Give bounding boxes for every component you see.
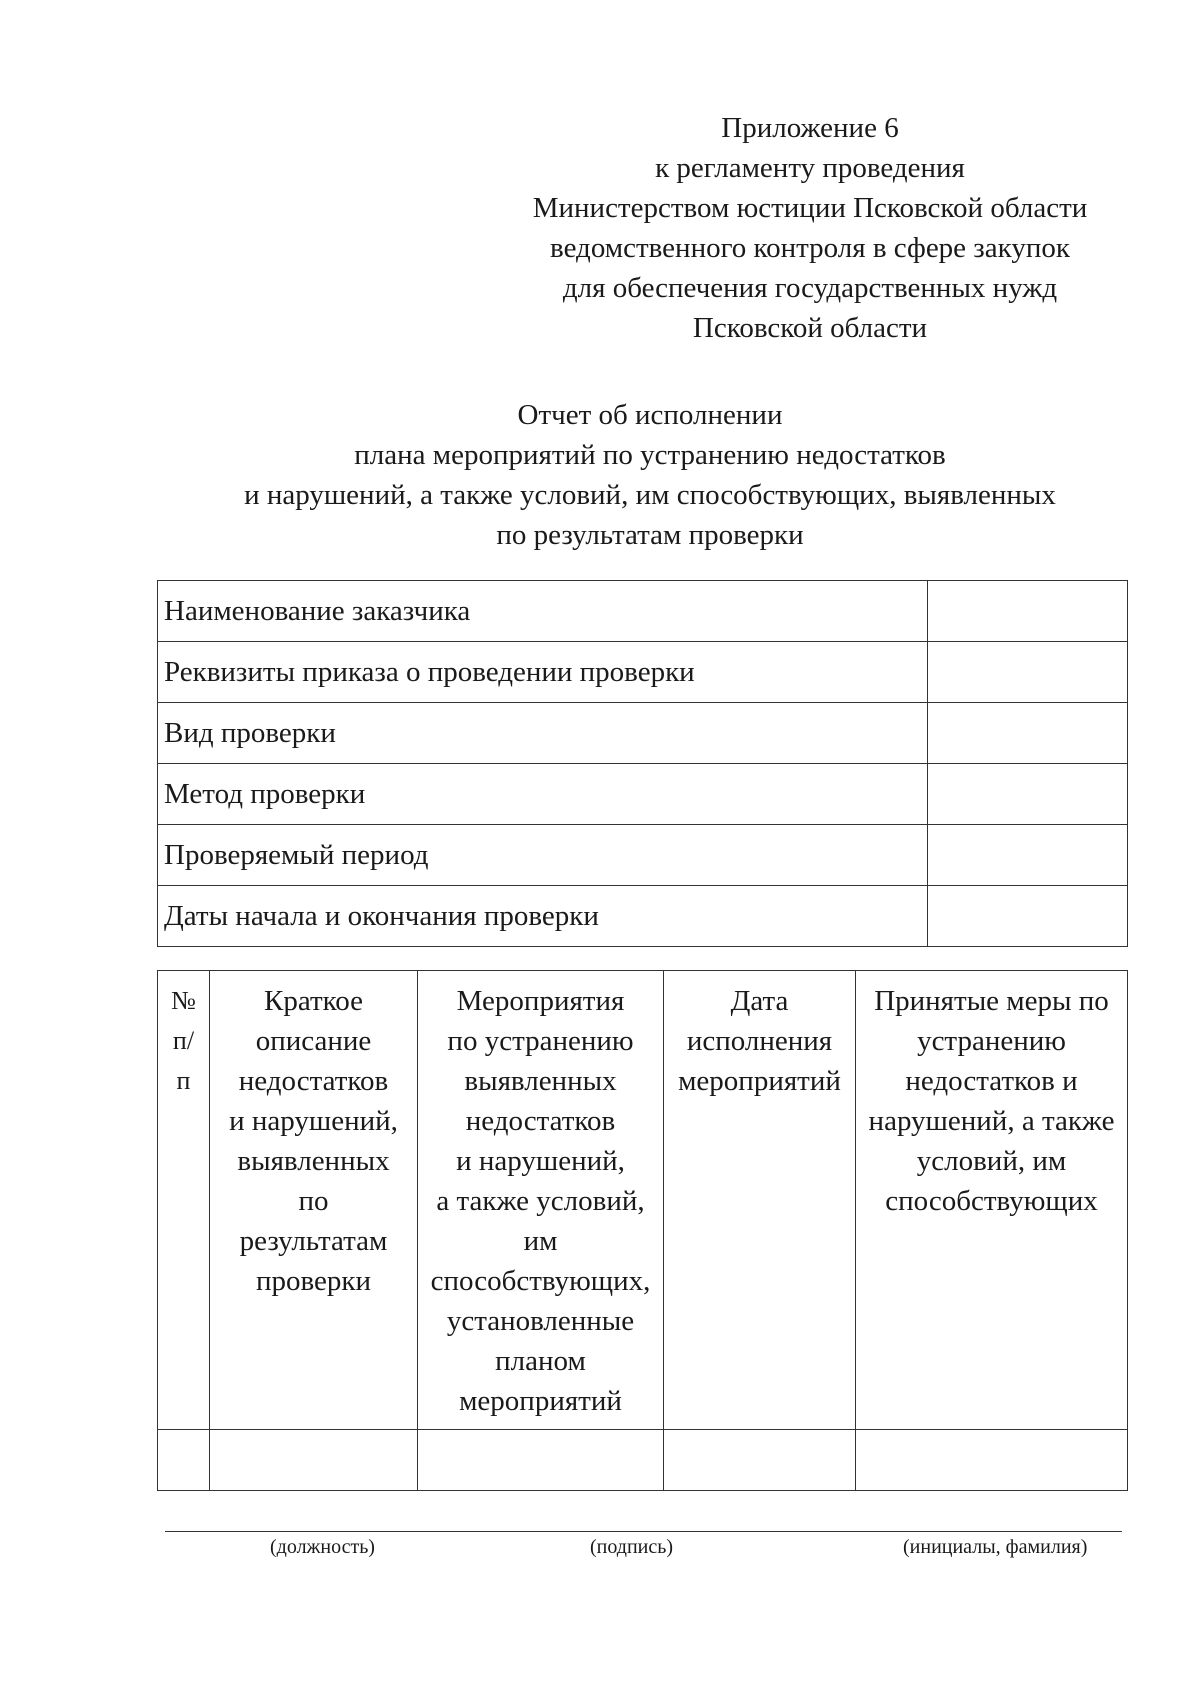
report-title bbox=[150, 395, 1150, 555]
signature-line bbox=[165, 1531, 1122, 1532]
title-line: плана мероприятий по устранению недостатков bbox=[354, 439, 946, 471]
info-value-cell[interactable] bbox=[928, 886, 1128, 947]
info-value-cell[interactable] bbox=[928, 642, 1128, 703]
info-label: Проверяемый период bbox=[158, 825, 928, 886]
name-caption: (инициалы, фамилия) bbox=[903, 1536, 1088, 1558]
header-measures: Мероприятия по устранению выявленных недостатков и нарушений, а также условий, им способствующих, установленные планом мероприятий bbox=[418, 971, 664, 1430]
info-value-cell[interactable] bbox=[928, 703, 1128, 764]
inspection-info-table bbox=[157, 580, 1128, 947]
info-row bbox=[158, 703, 1128, 764]
info-row bbox=[158, 764, 1128, 825]
position-caption: (должность) bbox=[270, 1536, 375, 1558]
header-row bbox=[158, 971, 1128, 1430]
info-row bbox=[158, 886, 1128, 947]
appendix-header bbox=[500, 108, 1120, 348]
info-label: Даты начала и окончания проверки bbox=[158, 886, 928, 947]
header-date: Дата исполнения мероприятий bbox=[664, 971, 856, 1430]
appendix-line: к регламенту проведения bbox=[655, 152, 965, 184]
appendix-line: Псковской области bbox=[692, 312, 928, 344]
info-label: Наименование заказчика bbox=[158, 581, 928, 642]
title-line: и нарушений, а также условий, им способствующих, выявленных bbox=[244, 479, 1056, 511]
table-cell[interactable] bbox=[856, 1430, 1128, 1491]
table-row bbox=[158, 1430, 1128, 1491]
info-label: Метод проверки bbox=[158, 764, 928, 825]
table-cell[interactable] bbox=[664, 1430, 856, 1491]
info-value-cell[interactable] bbox=[928, 764, 1128, 825]
info-label: Реквизиты приказа о проведении проверки bbox=[158, 642, 928, 703]
table-cell[interactable] bbox=[158, 1430, 210, 1491]
table-cell[interactable] bbox=[418, 1430, 664, 1491]
info-value-cell[interactable] bbox=[928, 825, 1128, 886]
info-row bbox=[158, 642, 1128, 703]
appendix-line: для обеспечения государственных нужд bbox=[562, 272, 1058, 304]
info-label: Вид проверки bbox=[158, 703, 928, 764]
header-description: Краткое описание недостатков и нарушений, выявленных по результатам проверки bbox=[210, 971, 418, 1430]
appendix-line: Министерством юстиции Псковской области bbox=[532, 192, 1088, 224]
signature-caption: (подпись) bbox=[590, 1536, 674, 1558]
header-number: № п/ п bbox=[158, 971, 210, 1430]
appendix-line: ведомственного контроля в сфере закупок bbox=[550, 232, 1070, 264]
info-value-cell[interactable] bbox=[928, 581, 1128, 642]
info-row bbox=[158, 581, 1128, 642]
info-row bbox=[158, 825, 1128, 886]
header-measures-taken: Принятые меры по устранению недостатков и нарушений, а также условий, им способствующих bbox=[856, 971, 1128, 1430]
table-cell[interactable] bbox=[210, 1430, 418, 1491]
measures-report-table bbox=[157, 970, 1128, 1491]
title-line: по результатам проверки bbox=[496, 519, 804, 551]
title-line: Отчет об исполнении bbox=[517, 399, 783, 431]
appendix-line: Приложение 6 bbox=[721, 112, 899, 144]
